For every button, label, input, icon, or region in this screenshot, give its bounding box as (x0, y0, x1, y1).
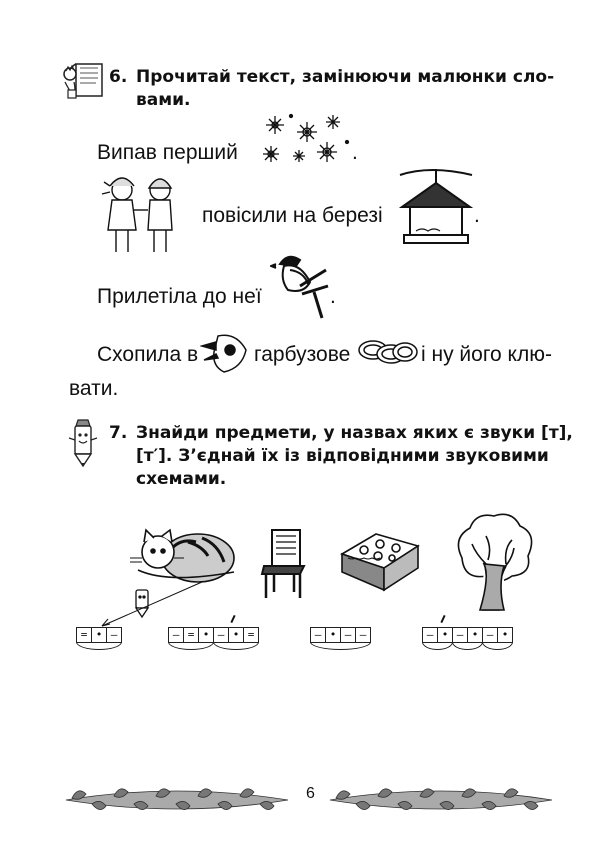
task6-line1-text: Випав перший (97, 141, 238, 164)
syllable-arc (452, 642, 483, 650)
syllable-arc (422, 642, 453, 650)
scheme-cell: – (483, 627, 498, 643)
scheme-cell: • (498, 627, 513, 643)
beak-picture (200, 330, 248, 376)
snowflakes-picture (257, 112, 353, 168)
task6-title-line2: вами. (136, 90, 191, 110)
task7-title-line1: Знайди предмети, у назвах яких є звуки [т], (136, 423, 573, 443)
task6-line4-text-c: і ну його клю- (421, 343, 552, 366)
task6-line4-text-a: Схопила в (97, 343, 199, 366)
scheme-cell: • (229, 627, 244, 643)
scheme-cell: – (356, 627, 371, 643)
pumpkin-seeds-picture (357, 334, 419, 370)
chair-picture (258, 528, 308, 600)
right-garland-ornament (326, 778, 556, 822)
sound-scheme-4[interactable] (422, 627, 513, 642)
syllable-arc (76, 642, 122, 650)
children-picture (96, 168, 188, 260)
task6-line1-end: . (352, 141, 358, 164)
task6-icon (62, 60, 108, 107)
scheme-cell: • (438, 627, 453, 643)
cake-picture (336, 528, 422, 594)
stress-mark (230, 615, 235, 623)
sound-scheme-2[interactable] (168, 627, 259, 642)
task7-title-line2: [т′]. З’єднай їх із відповідними звуковими (136, 446, 549, 466)
left-garland-ornament (62, 778, 292, 822)
syllable-arc (213, 642, 259, 650)
task6-line2-end: . (474, 204, 480, 227)
task6-title-line1: Прочитай текст, замінюючи малюнки сло- (136, 67, 555, 87)
task6-line5-text: вати. (69, 377, 119, 400)
cat-picture (128, 522, 238, 586)
syllable-arc (482, 642, 513, 650)
task7-number: 7. (109, 423, 128, 443)
scheme-cell: • (199, 627, 214, 643)
scheme-cell: • (92, 627, 107, 643)
syllable-arc (310, 642, 371, 650)
task7-title-line3: схемами. (136, 469, 227, 489)
scheme-cell: – (214, 627, 229, 643)
task6-number: 6. (109, 67, 128, 87)
task6-line3-end: . (330, 285, 336, 308)
scheme-cell: • (468, 627, 483, 643)
sound-scheme-1[interactable] (76, 627, 122, 642)
scheme-cell: – (422, 627, 438, 643)
task7-icon (66, 418, 100, 473)
stress-mark (440, 615, 445, 623)
scheme-cell: – (341, 627, 356, 643)
reading-book-icon (62, 60, 108, 102)
task6-line3-text: Прилетіла до неї (97, 285, 262, 308)
scheme-cell: – (453, 627, 468, 643)
scheme-cell: – (168, 627, 184, 643)
scheme-cell: • (326, 627, 341, 643)
bird-on-branch-picture (270, 250, 332, 320)
sound-scheme-3[interactable] (310, 627, 371, 642)
pencil-character-icon (66, 418, 100, 468)
bird-feeder-picture (396, 165, 476, 249)
scheme-cell: – (310, 627, 326, 643)
page-number: 6 (306, 785, 315, 802)
connection-line (98, 580, 208, 630)
tree-picture (452, 512, 536, 612)
scheme-cell: = (76, 627, 92, 643)
task6-line4-text-b: гарбузове (254, 343, 351, 366)
scheme-cell: = (184, 627, 199, 643)
task6-line2-text: повісили на березі (202, 204, 383, 227)
scheme-cell: = (244, 627, 259, 643)
scheme-cell: – (107, 627, 122, 643)
syllable-arc (168, 642, 214, 650)
